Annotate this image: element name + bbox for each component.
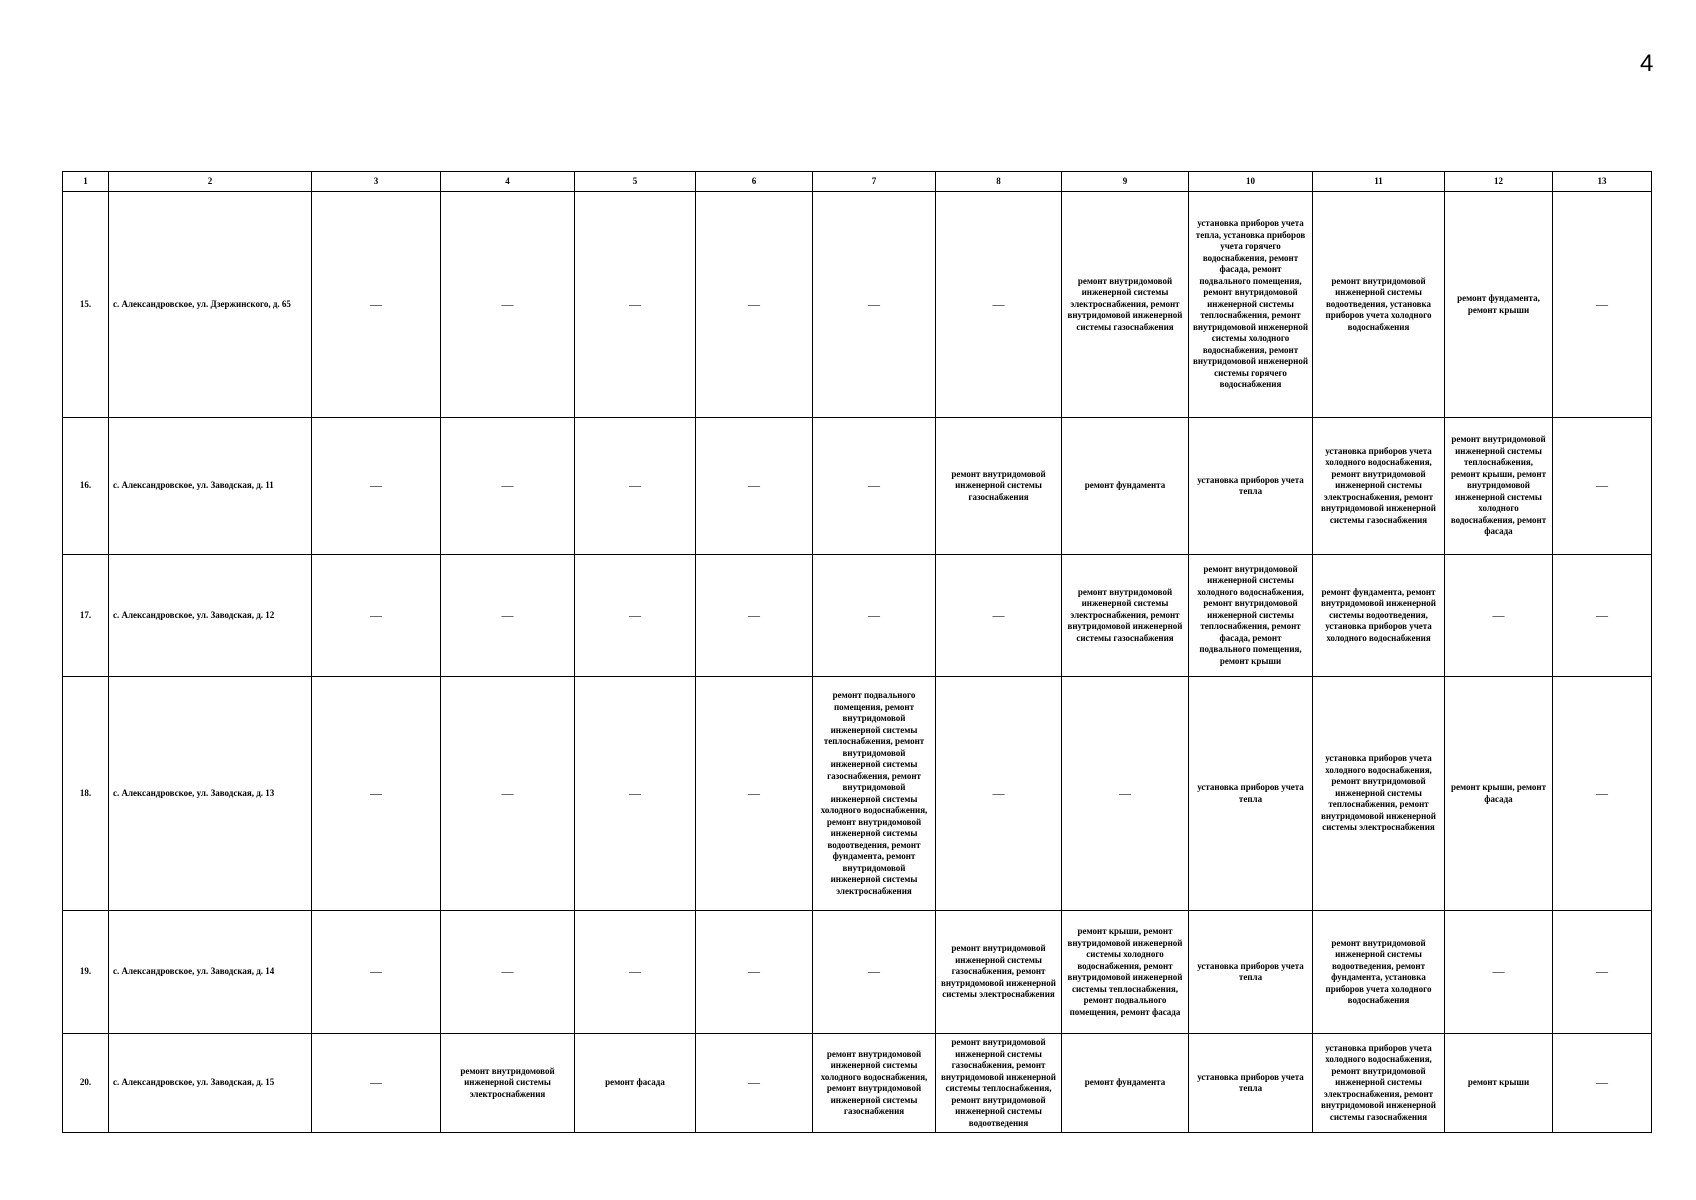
- table-cell: ремонт фасада: [575, 1034, 696, 1133]
- page-number: 4: [1640, 50, 1654, 77]
- table-cell: —: [312, 418, 441, 555]
- table-cell: ремонт фундамента, ремонт крыши: [1445, 192, 1553, 418]
- table-cell: —: [575, 192, 696, 418]
- table-cell: —: [696, 677, 813, 911]
- header-cell: 13: [1553, 172, 1652, 192]
- table-cell: —: [813, 192, 936, 418]
- table-cell: ремонт крыши, ремонт внутридомовой инженерной системы холодного водоснабжения, ремонт внутридомовой инженерной системы теплоснабжения, ремонт подвального помещения, ремонт фасада: [1062, 911, 1189, 1034]
- repair-schedule-table: [62, 171, 1652, 1133]
- table-cell: ремонт внутридомовой инженерной системы холодного водоснабжения, ремонт внутридомовой инженерной системы газоснабжения: [813, 1034, 936, 1133]
- table-cell: ремонт фундамента: [1062, 1034, 1189, 1133]
- table-cell: ремонт внутридомовой инженерной системы электроснабжения: [441, 1034, 575, 1133]
- table-cell: установка приборов учета тепла: [1189, 418, 1313, 555]
- address-cell: с. Александровское, ул. Заводская, д. 15: [109, 1034, 312, 1133]
- header-cell: 1: [63, 172, 109, 192]
- table-cell: установка приборов учета тепла: [1189, 677, 1313, 911]
- table-cell: —: [696, 1034, 813, 1133]
- header-cell: 6: [696, 172, 813, 192]
- table-cell: —: [441, 677, 575, 911]
- header-cell: 7: [813, 172, 936, 192]
- table-cell: —: [1445, 555, 1553, 677]
- table-cell: ремонт внутридомовой инженерной системы газоснабжения, ремонт внутридомовой инженерной системы электроснабжения: [936, 911, 1062, 1034]
- table-cell: ремонт внутридомовой инженерной системы газоснабжения: [936, 418, 1062, 555]
- table-cell: —: [575, 555, 696, 677]
- table-row: [63, 192, 1652, 418]
- table-cell: —: [1553, 911, 1652, 1034]
- row-number: 18.: [63, 677, 109, 911]
- header-cell: 10: [1189, 172, 1313, 192]
- table-cell: —: [936, 677, 1062, 911]
- table-cell: —: [813, 911, 936, 1034]
- table-cell: ремонт внутридомовой инженерной системы водоотведения, ремонт фундамента, установка приборов учета холодного водоснабжения: [1313, 911, 1445, 1034]
- table-cell: ремонт внутридомовой инженерной системы теплоснабжения, ремонт крыши, ремонт внутридомовой инженерной системы холодного водоснабжения, ремонт фасада: [1445, 418, 1553, 555]
- table-row: [63, 1034, 1652, 1133]
- table-cell: установка приборов учета тепла, установка приборов учета горячего водоснабжения, ремонт фасада, ремонт подвального помещения, ремонт внутридомовой инженерной системы теплоснабжения, ремонт внутридомовой инженерной системы холодного водоснабжения, ремонт внутридомовой инженерной системы горячего водоснабжения: [1189, 192, 1313, 418]
- row-number: 17.: [63, 555, 109, 677]
- table-cell: ремонт внутридомовой инженерной системы водоотведения, установка приборов учета холодного водоснабжения: [1313, 192, 1445, 418]
- row-number: 16.: [63, 418, 109, 555]
- table-cell: —: [312, 911, 441, 1034]
- table-cell: —: [312, 192, 441, 418]
- table-cell: —: [813, 418, 936, 555]
- header-cell: 9: [1062, 172, 1189, 192]
- table-cell: —: [696, 911, 813, 1034]
- table-cell: ремонт фундамента, ремонт внутридомовой инженерной системы водоотведения, установка приборов учета холодного водоснабжения: [1313, 555, 1445, 677]
- table-cell: —: [441, 911, 575, 1034]
- table-cell: ремонт внутридомовой инженерной системы электроснабжения, ремонт внутридомовой инженерной системы газоснабжения: [1062, 192, 1189, 418]
- table-cell: —: [1553, 677, 1652, 911]
- table-cell: —: [936, 192, 1062, 418]
- header-row: [63, 172, 1652, 192]
- table-cell: —: [441, 555, 575, 677]
- table-cell: —: [696, 192, 813, 418]
- header-cell: 11: [1313, 172, 1445, 192]
- table-cell: —: [441, 418, 575, 555]
- table-cell: —: [936, 555, 1062, 677]
- table-cell: —: [1553, 555, 1652, 677]
- address-cell: с. Александровское, ул. Заводская, д. 11: [109, 418, 312, 555]
- address-cell: с. Александровское, ул. Заводская, д. 14: [109, 911, 312, 1034]
- address-cell: с. Александровское, ул. Заводская, д. 12: [109, 555, 312, 677]
- row-number: 15.: [63, 192, 109, 418]
- table-cell: —: [1445, 911, 1553, 1034]
- table-cell: установка приборов учета холодного водоснабжения, ремонт внутридомовой инженерной системы электроснабжения, ремонт внутридомовой инженерной системы газоснабжения: [1313, 418, 1445, 555]
- header-cell: 12: [1445, 172, 1553, 192]
- table-cell: —: [1553, 1034, 1652, 1133]
- table-cell: установка приборов учета холодного водоснабжения, ремонт внутридомовой инженерной системы электроснабжения, ремонт внутридомовой инженерной системы газоснабжения: [1313, 1034, 1445, 1133]
- table-cell: —: [1062, 677, 1189, 911]
- table-cell: —: [312, 1034, 441, 1133]
- header-cell: 5: [575, 172, 696, 192]
- table-cell: ремонт крыши: [1445, 1034, 1553, 1133]
- header-cell: 2: [109, 172, 312, 192]
- table-row: [63, 418, 1652, 555]
- table-cell: ремонт внутридомовой инженерной системы электроснабжения, ремонт внутридомовой инженерной системы газоснабжения: [1062, 555, 1189, 677]
- table-cell: —: [312, 677, 441, 911]
- address-cell: с. Александровское, ул. Дзержинского, д. 65: [109, 192, 312, 418]
- table-cell: ремонт внутридомовой инженерной системы холодного водоснабжения, ремонт внутридомовой инженерной системы теплоснабжения, ремонт фасада, ремонт подвального помещения, ремонт крыши: [1189, 555, 1313, 677]
- table-cell: ремонт подвального помещения, ремонт внутридомовой инженерной системы теплоснабжения, ремонт внутридомовой инженерной системы газоснабжения, ремонт внутридомовой инженерной системы холодного водоснабжения, ремонт внутридомовой инженерной системы водоотведения, ремонт фундамента, ремонт внутридомовой инженерной системы электроснабжения: [813, 677, 936, 911]
- table-row: [63, 911, 1652, 1034]
- table-row: [63, 677, 1652, 911]
- table-cell: ремонт крыши, ремонт фасада: [1445, 677, 1553, 911]
- table-cell: —: [1553, 418, 1652, 555]
- table-cell: —: [696, 555, 813, 677]
- row-number: 19.: [63, 911, 109, 1034]
- header-cell: 8: [936, 172, 1062, 192]
- table-cell: —: [575, 911, 696, 1034]
- header-cell: 4: [441, 172, 575, 192]
- table-cell: —: [1553, 192, 1652, 418]
- table-cell: —: [813, 555, 936, 677]
- table-cell: —: [575, 677, 696, 911]
- address-cell: с. Александровское, ул. Заводская, д. 13: [109, 677, 312, 911]
- table-cell: установка приборов учета тепла: [1189, 1034, 1313, 1133]
- table-cell: —: [696, 418, 813, 555]
- table-cell: ремонт фундамента: [1062, 418, 1189, 555]
- table-cell: —: [441, 192, 575, 418]
- table-cell: —: [312, 555, 441, 677]
- table-cell: ремонт внутридомовой инженерной системы газоснабжения, ремонт внутридомовой инженерной системы теплоснабжения, ремонт внутридомовой инженерной системы водоотведения: [936, 1034, 1062, 1133]
- table-cell: установка приборов учета тепла: [1189, 911, 1313, 1034]
- table-row: [63, 555, 1652, 677]
- table-cell: установка приборов учета холодного водоснабжения, ремонт внутридомовой инженерной системы теплоснабжения, ремонт внутридомовой инженерной системы электроснабжения: [1313, 677, 1445, 911]
- table-cell: —: [575, 418, 696, 555]
- row-number: 20.: [63, 1034, 109, 1133]
- header-cell: 3: [312, 172, 441, 192]
